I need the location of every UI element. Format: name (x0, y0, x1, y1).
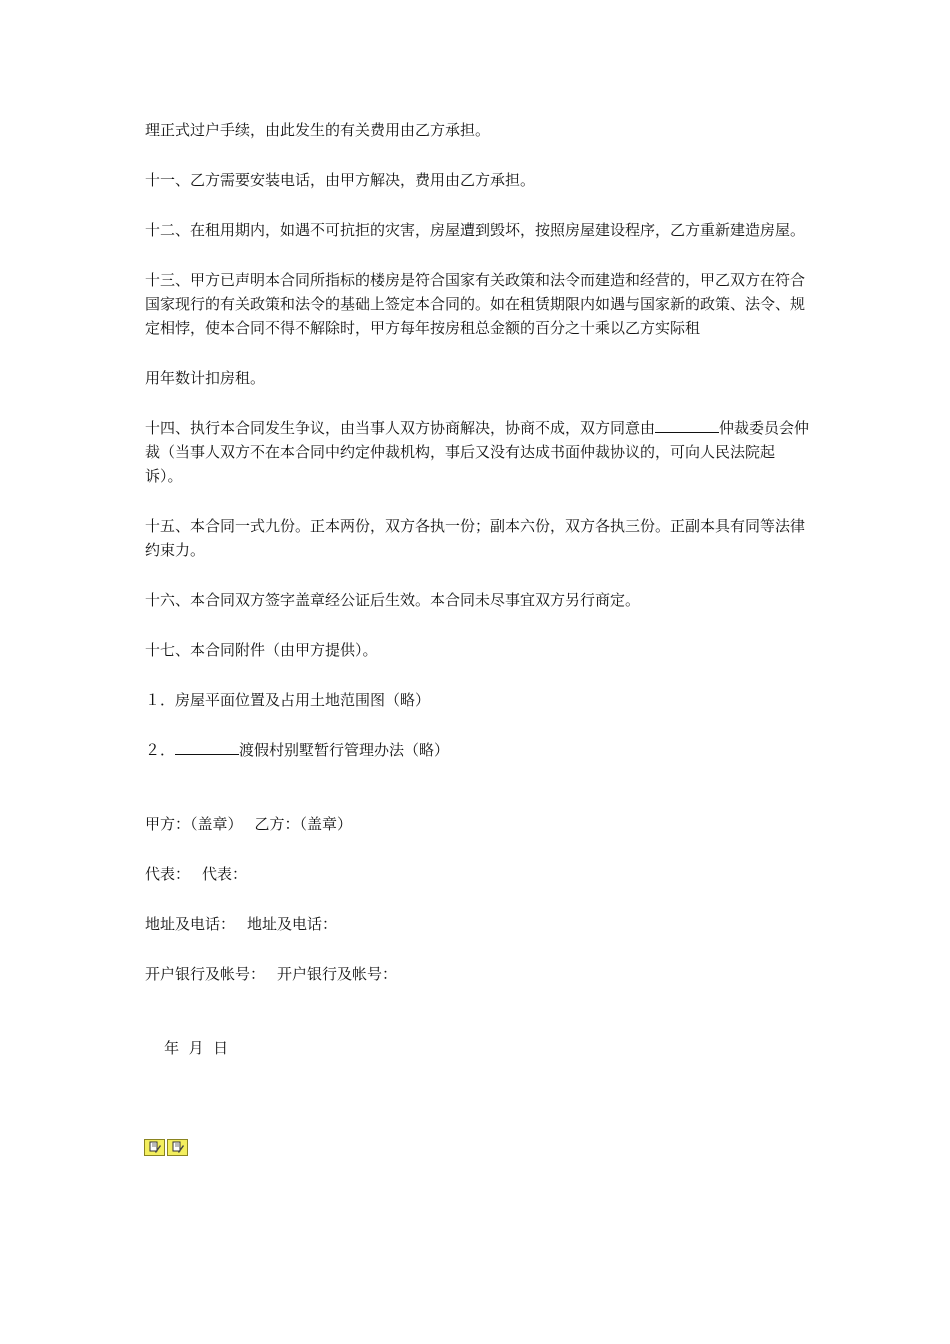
addr-b: 地址及电话： (247, 915, 338, 933)
arbitration-blank (655, 418, 719, 433)
bank-b: 开户银行及帐号： (277, 965, 398, 983)
signature-addresses (145, 912, 810, 936)
rep-b: 代表： (202, 865, 248, 883)
party-a-seal: 甲方：（盖章） (145, 815, 243, 833)
edit-icon[interactable] (144, 1139, 165, 1156)
clause-12: 十二、在租用期内，如遇不可抗拒的灾害，房屋遭到毁坏，按照房屋建设程序，乙方重新建造房屋。 (145, 221, 806, 239)
party-b-seal: 乙方：（盖章） (254, 815, 353, 833)
clause-17: 十七、本合同附件（由甲方提供）。 (145, 641, 378, 659)
signature-bank (145, 962, 810, 986)
clause-14-text-after: 仲裁委员会仲裁（当事人双方不在本合同中约定仲裁机构，事后又没有达成书面仲裁协议的，可向人民法院起诉）。 (145, 419, 810, 485)
clause-11: 十一、乙方需要安装电话，由甲方解决，费用由乙方承担。 (145, 171, 536, 189)
clause-13: 十三、甲方已声明本合同所指标的楼房是符合国家有关政策和法令而建造和经营的，甲乙双方在符合国家现行的有关政策和法令的基础上签定本合同的。如在租赁期限内如遇与国家新的政策、法令、规定相悖，使本合同不得不解除时，甲方每年按房租总金额的百分之十乘以乙方实际租 (145, 271, 806, 337)
clause-14 (145, 416, 810, 488)
resort-name-blank (175, 740, 239, 755)
contract-document (145, 118, 810, 1110)
attachment-2-prefix: ２． (145, 741, 176, 759)
clause-15: 十五、本合同一式九份。正本两份，双方各执一份；副本六份，双方各执三份。正副本具有同等法律约束力。 (145, 517, 806, 559)
signature-parties (145, 812, 810, 836)
signature-representatives (145, 862, 810, 886)
edit-icon-glyph (148, 1141, 162, 1154)
edit-icons (144, 1139, 188, 1156)
clause-14-text-before: 十四、执行本合同发生争议，由当事人双方协商解决，协商不成，双方同意由 (145, 419, 656, 437)
attachment-2-text: 渡假村别墅暂行管理办法（略） (239, 741, 450, 759)
clause-16: 十六、本合同双方签字盖章经公证后生效。本合同未尽事宜双方另行商定。 (145, 591, 641, 609)
edit-icon[interactable] (167, 1139, 188, 1156)
date-line: 年 月 日 (164, 1039, 229, 1057)
addr-a: 地址及电话： (145, 915, 236, 933)
bank-a: 开户银行及帐号： (145, 965, 266, 983)
rep-a: 代表： (145, 865, 191, 883)
attachment-1: １．房屋平面位置及占用土地范围图（略） (145, 691, 431, 709)
clause-13-continued: 用年数计扣房租。 (145, 369, 266, 387)
signature-date (145, 1012, 810, 1084)
paragraph-transfer: 理正式过户手续，由此发生的有关费用由乙方承担。 (145, 121, 491, 139)
edit-icon-glyph (171, 1141, 185, 1154)
attachment-2 (145, 738, 810, 762)
